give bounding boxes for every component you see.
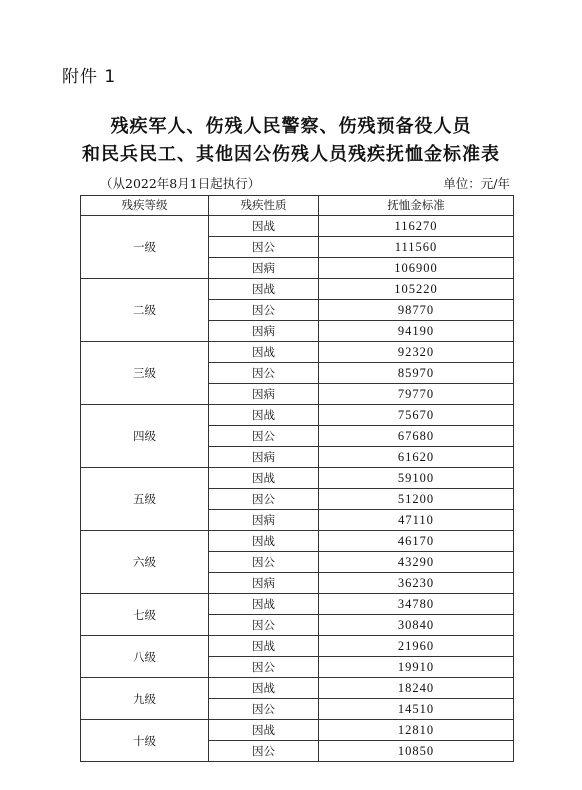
table-row [81, 531, 514, 552]
document-title-line-2: 和民兵民工、其他因公伤残人员残疾抚恤金标准表 [82, 144, 500, 165]
disability-nature-cell: 因病 [209, 573, 319, 594]
header-disability-level: 残疾等级 [81, 196, 209, 216]
pension-amount-cell: 43290 [319, 552, 514, 573]
table-row [81, 342, 514, 363]
pension-amount-cell: 61620 [319, 447, 514, 468]
header-disability-nature: 残疾性质 [209, 196, 319, 216]
disability-nature-cell: 因公 [209, 489, 319, 510]
disability-level-cell: 四级 [81, 405, 209, 468]
pension-amount-cell: 14510 [319, 699, 514, 720]
pension-amount-cell: 51200 [319, 489, 514, 510]
table-row [81, 678, 514, 699]
disability-nature-cell: 因战 [209, 279, 319, 300]
pension-amount-cell: 59100 [319, 468, 514, 489]
disability-level-cell: 十级 [81, 720, 209, 762]
effective-date-note: （从2022年8月1日起执行） [100, 176, 261, 191]
disability-nature-cell: 因公 [209, 615, 319, 636]
pension-amount-cell: 47110 [319, 510, 514, 531]
disability-nature-cell: 因战 [209, 594, 319, 615]
disability-nature-cell: 因战 [209, 216, 319, 237]
table-row [81, 468, 514, 489]
pension-amount-cell: 94190 [319, 321, 514, 342]
disability-level-cell: 八级 [81, 636, 209, 678]
pension-amount-cell: 46170 [319, 531, 514, 552]
disability-nature-cell: 因战 [209, 636, 319, 657]
disability-nature-cell: 因病 [209, 447, 319, 468]
table-row [81, 279, 514, 300]
disability-level-cell: 五级 [81, 468, 209, 531]
pension-amount-cell: 105220 [319, 279, 514, 300]
document-title-line-1: 残疾军人、伤残人民警察、伤残预备役人员 [110, 116, 472, 137]
disability-level-cell: 六级 [81, 531, 209, 594]
disability-nature-cell: 因战 [209, 531, 319, 552]
pension-amount-cell: 36230 [319, 573, 514, 594]
header-pension-amount: 抚恤金标准 [319, 196, 514, 216]
disability-nature-cell: 因公 [209, 657, 319, 678]
table-body [81, 216, 514, 762]
disability-nature-cell: 因病 [209, 384, 319, 405]
disability-nature-cell: 因病 [209, 321, 319, 342]
pension-amount-cell: 98770 [319, 300, 514, 321]
disability-nature-cell: 因公 [209, 300, 319, 321]
table-row [81, 216, 514, 237]
disability-nature-cell: 因公 [209, 741, 319, 762]
disability-level-cell: 七级 [81, 594, 209, 636]
disability-nature-cell: 因战 [209, 342, 319, 363]
disability-nature-cell: 因公 [209, 552, 319, 573]
disability-nature-cell: 因战 [209, 720, 319, 741]
table-row [81, 405, 514, 426]
disability-level-cell: 一级 [81, 216, 209, 279]
pension-standard-table [80, 195, 514, 762]
disability-nature-cell: 因战 [209, 468, 319, 489]
disability-nature-cell: 因战 [209, 678, 319, 699]
pension-amount-cell: 12810 [319, 720, 514, 741]
disability-level-cell: 二级 [81, 279, 209, 342]
disability-nature-cell: 因公 [209, 699, 319, 720]
disability-level-cell: 三级 [81, 342, 209, 405]
pension-amount-cell: 85970 [319, 363, 514, 384]
table-row [81, 594, 514, 615]
disability-nature-cell: 因战 [209, 405, 319, 426]
unit-note: 单位：元/年 [443, 176, 510, 191]
table-header-row [81, 196, 514, 216]
pension-amount-cell: 79770 [319, 384, 514, 405]
disability-nature-cell: 因病 [209, 510, 319, 531]
disability-nature-cell: 因公 [209, 237, 319, 258]
table-row [81, 720, 514, 741]
pension-amount-cell: 67680 [319, 426, 514, 447]
pension-amount-cell: 116270 [319, 216, 514, 237]
pension-amount-cell: 106900 [319, 258, 514, 279]
pension-amount-cell: 21960 [319, 636, 514, 657]
pension-amount-cell: 92320 [319, 342, 514, 363]
disability-level-cell: 九级 [81, 678, 209, 720]
attachment-label: 附件 1 [62, 67, 117, 87]
pension-amount-cell: 34780 [319, 594, 514, 615]
disability-nature-cell: 因病 [209, 258, 319, 279]
pension-amount-cell: 30840 [319, 615, 514, 636]
table-row [81, 636, 514, 657]
disability-nature-cell: 因公 [209, 426, 319, 447]
pension-amount-cell: 10850 [319, 741, 514, 762]
pension-amount-cell: 111560 [319, 237, 514, 258]
pension-amount-cell: 19910 [319, 657, 514, 678]
pension-amount-cell: 75670 [319, 405, 514, 426]
pension-amount-cell: 18240 [319, 678, 514, 699]
disability-nature-cell: 因公 [209, 363, 319, 384]
